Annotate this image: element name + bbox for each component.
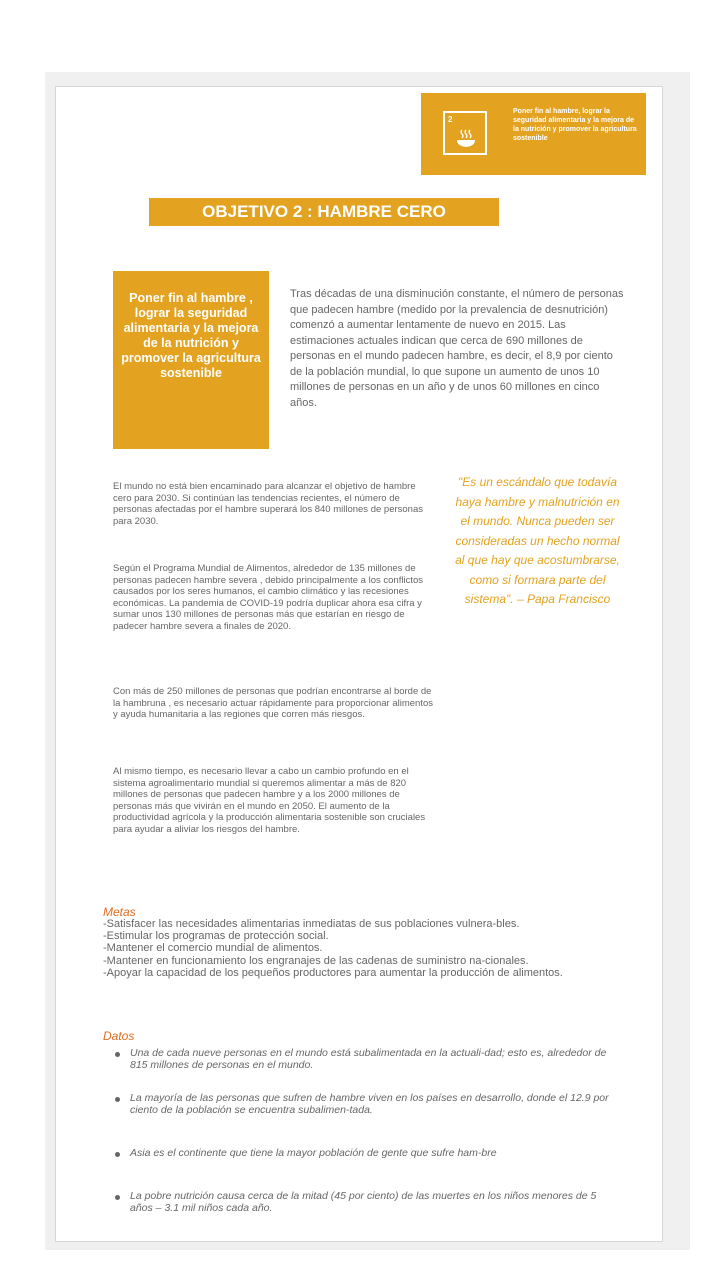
goal-highlight-box [113, 271, 269, 449]
sdg-number: 2 [448, 115, 453, 124]
bullet-icon [115, 1097, 120, 1102]
bullet-icon [115, 1052, 120, 1057]
metas-item: -Estimular los programas de protección social. [103, 930, 329, 943]
metas-list [103, 918, 623, 979]
sdg-goal-badge [421, 93, 646, 175]
intro-paragraph: Tras décadas de una disminución constante, el número de personas que padecen hambre (medido por la prevalencia de desnutrición) comenzó a aumentar lentamente de nuevo en 2015. Las estimaciones actuales indican que cerca de 690 millones de personas en el mundo padecen hambre, es decir, el 8,9 por ciento de la población mundial, lo que supone un aumento de unos 10 millones de personas en un año y de unos 60 millones en cinco años. [290, 288, 624, 409]
metas-item: -Satisfacer las necesidades alimentarias inmediatas de sus poblaciones vulnera-bles. [103, 918, 520, 930]
goal-highlight-text: Poner fin al hambre , lograr la seguridad alimentaria y la mejora de la nutrición y promover la agricultura sostenible [121, 291, 261, 380]
datos-item: Asia es el continente que tiene la mayor población de gente que sufre ham-bre [130, 1147, 497, 1159]
metas-item: -Mantener el comercio mundial de alimentos. [103, 942, 323, 955]
datos-item: La mayoría de las personas que sufren de hambre viven en los países en desarrollo, donde el 12.9 por ciento de la población se encuentra subalimen-tada. [130, 1092, 609, 1116]
pull-quote: "Es un escándalo que todavía haya hambre y malnutrición en el mundo. Nunca pueden ser consideradas un hecho normal al que hay que acostumbrarse, como si formara parte del sistema". – Papa Francisco [455, 475, 620, 606]
datos-heading: Datos [103, 1029, 135, 1043]
page-title: OBJETIVO 2 : HAMBRE CERO [149, 198, 499, 226]
body-paragraph-2: Según el Programa Mundial de Alimentos, alrededor de 135 millones de personas padecen hambre severa , debido principalmente a los conflictos causados por los seres humanos, el cambio climático y las recesiones económicas. La pandemia de COVID-19 podría duplicar ahora esa cifra y sumar unos 130 millones de personas más que estarían en riesgo de padecer hambre severa a finales de 2020. [113, 563, 423, 632]
datos-item: La pobre nutrición causa cerca de la mitad (45 por ciento) de las muertes en los niños menores de 5 años – 3.1 mil niños cada año. [130, 1190, 597, 1214]
body-paragraph-1: El mundo no está bien encaminado para alcanzar el objetivo de hambre cero para 2030. Si continúan las tendencias recientes, el número de personas afectadas por el hambre superará los 840 millones de personas para 2030. [113, 481, 423, 527]
metas-heading: Metas [103, 905, 136, 919]
datos-item: Una de cada nueve personas en el mundo está subalimentada en la actuali-dad; esto es, alrededor de 815 millones de personas en el mundo. [130, 1047, 607, 1071]
sdg-badge-text: Poner fin al hambre, lograr la seguridad alimentaria y la mejora de la nutrición y promover la agricultura sostenible [513, 108, 637, 142]
body-paragraph-4: Al mismo tiempo, es necesario llevar a cabo un cambio profundo en el sistema agroalimentario mundial si queremos alimentar a más de 820 millones de personas que padecen hambre y a los 2000 millones de personas más que vivirán en el mundo en 2050. El aumento de la productividad agrícola y la producción alimentaria sostenible son cruciales para ayudar a aliviar los riesgos del hambre. [113, 766, 426, 835]
sdg-icon-frame [443, 111, 487, 155]
bullet-icon [115, 1152, 120, 1157]
body-paragraph-3: Con más de 250 millones de personas que podrían encontrarse al borde de la hambruna , es necesario actuar rápidamente para proporcionar alimentos y ayuda humanitaria a las regiones que corren más riesgos. [113, 686, 434, 720]
bullet-icon [115, 1195, 120, 1200]
metas-item: -Apoyar la capacidad de los pequeños productores para aumentar la producción de alimentos. [103, 966, 563, 979]
bowl-icon [455, 127, 477, 149]
metas-item: -Mantener en funcionamiento los engranajes de las cadenas de suministro na-cionales. [103, 954, 529, 967]
